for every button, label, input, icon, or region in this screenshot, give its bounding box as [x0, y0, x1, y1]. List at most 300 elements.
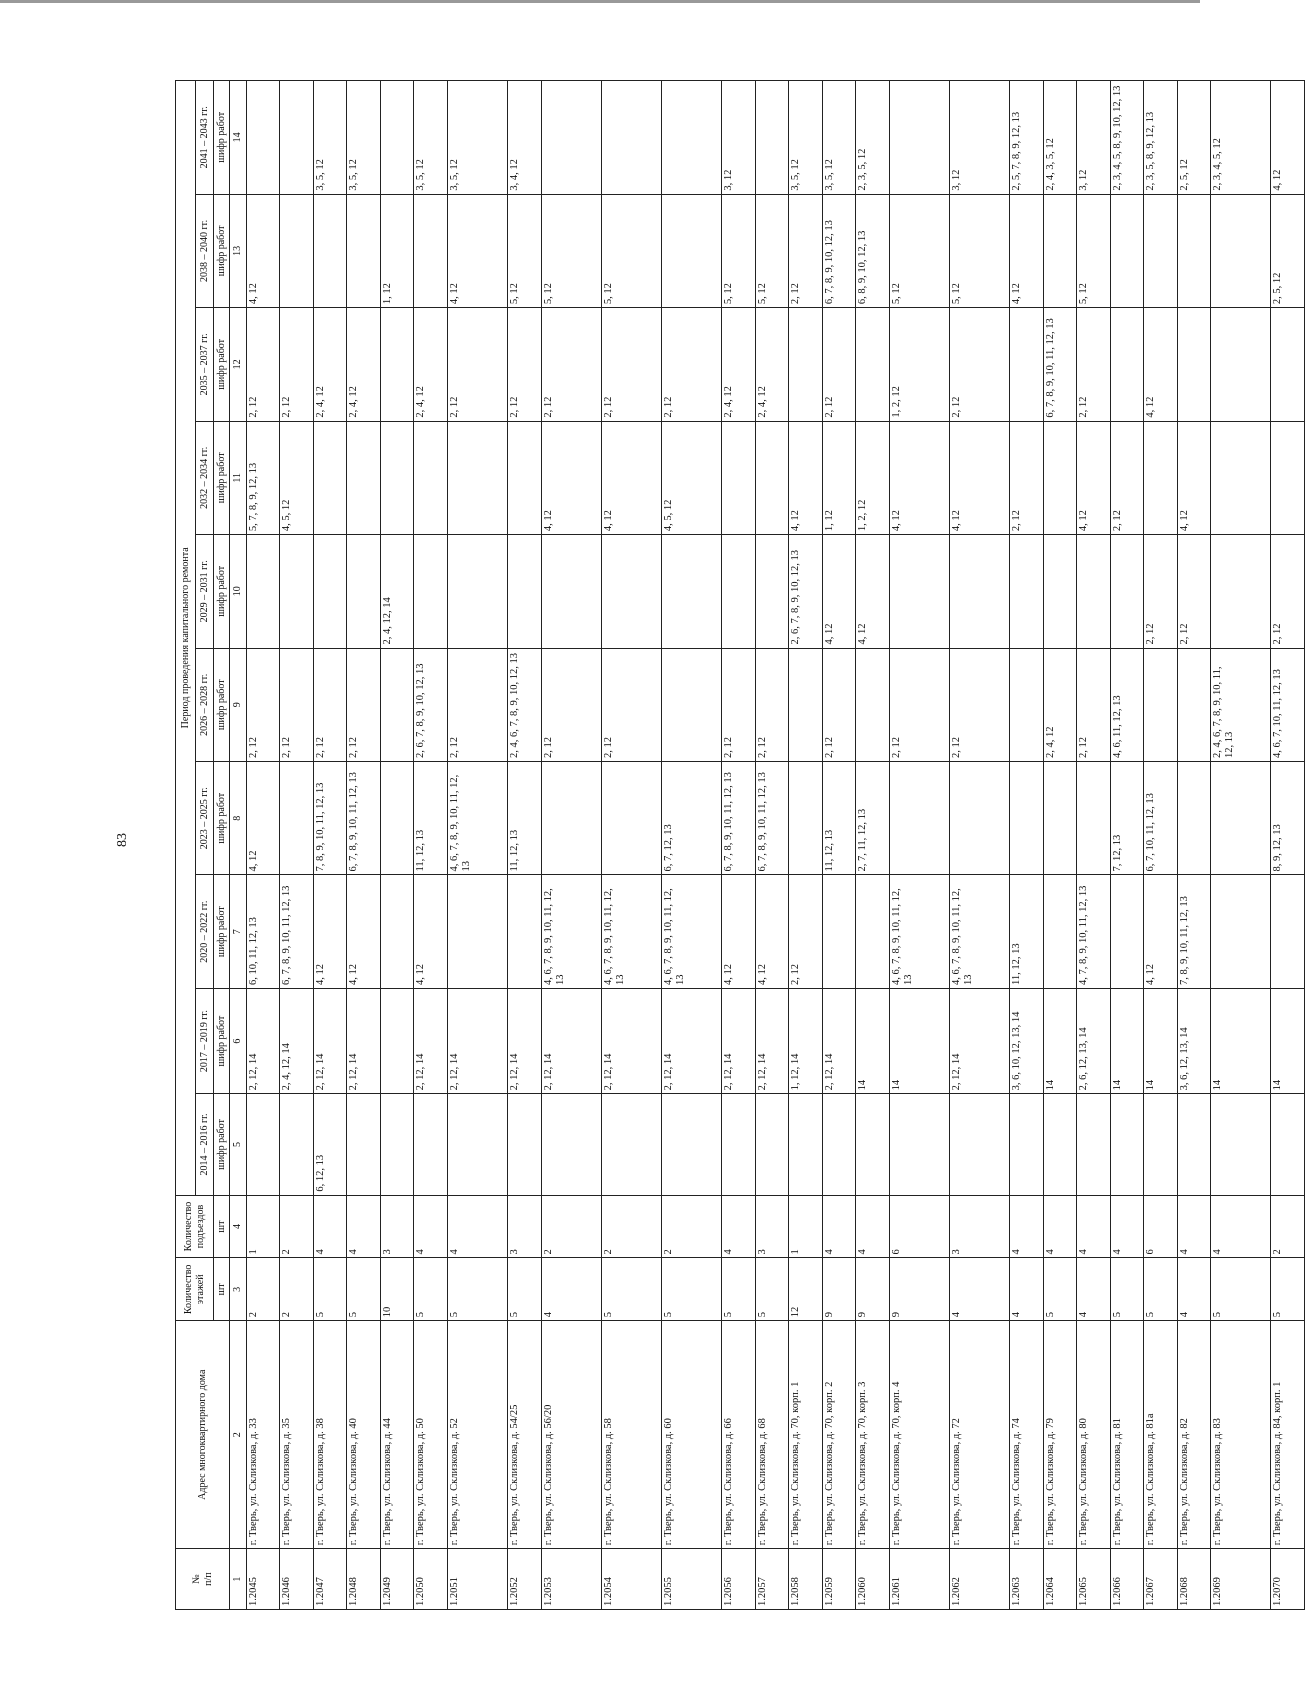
row-address: г. Тверь, ул. Склизкова, д. 33: [247, 1321, 280, 1549]
row-work-codes: [722, 421, 755, 534]
row-work-codes: [822, 1094, 855, 1195]
row-work-codes: 2, 12: [247, 648, 280, 761]
row-work-codes: 6, 7, 8, 9, 10, 11, 12, 13: [722, 762, 755, 875]
row-work-codes: [1211, 535, 1271, 648]
row-number: 1.2052: [508, 1549, 541, 1610]
header-period-2: 2017 – 2019 гг.: [196, 988, 214, 1093]
row-address: г. Тверь, ул. Склизкова, д. 66: [722, 1321, 755, 1549]
row-work-codes: [280, 81, 313, 195]
row-work-codes: [789, 308, 822, 421]
row-entrances: 3: [508, 1195, 541, 1258]
row-work-codes: 2, 12, 14: [822, 988, 855, 1093]
row-floors: 4: [950, 1258, 1010, 1321]
row-number: 1.2067: [1144, 1549, 1177, 1610]
row-work-codes: 3, 5, 12: [822, 81, 855, 195]
row-floors: 9: [822, 1258, 855, 1321]
row-address: г. Тверь, ул. Склизкова, д. 81а: [1144, 1321, 1177, 1549]
row-floors: 4: [1177, 1258, 1210, 1321]
row-floors: 12: [789, 1258, 822, 1321]
row-work-codes: 2, 4, 12: [755, 308, 788, 421]
row-work-codes: [722, 1094, 755, 1195]
row-address: г. Тверь, ул. Склизкова, д. 72: [950, 1321, 1010, 1549]
row-work-codes: 6, 7, 10, 11, 12, 13: [1144, 762, 1177, 875]
row-work-codes: 4, 12: [1271, 81, 1305, 195]
row-work-codes: [856, 308, 889, 421]
row-work-codes: 1, 12: [380, 194, 413, 307]
row-entrances: 4: [822, 1195, 855, 1258]
row-work-codes: 4, 12: [1144, 308, 1177, 421]
row-work-codes: [380, 875, 413, 988]
header-period-10: 2041 – 2043 гг.: [196, 81, 214, 195]
row-work-codes: [1177, 194, 1210, 307]
row-number: 1.2057: [755, 1549, 788, 1610]
row-work-codes: 2, 12: [950, 308, 1010, 421]
row-work-codes: 3, 4, 12: [508, 81, 541, 195]
row-work-codes: 3, 5, 12: [414, 81, 447, 195]
header-period-9: 2038 – 2040 гг.: [196, 194, 214, 307]
row-work-codes: 4, 6, 7, 8, 9, 10, 11, 12, 13: [662, 875, 722, 988]
row-floors: 4: [541, 1258, 601, 1321]
row-number: 1.2068: [1177, 1549, 1210, 1610]
row-work-codes: [247, 81, 280, 195]
row-work-codes: [1271, 1094, 1305, 1195]
row-work-codes: 4, 12: [822, 535, 855, 648]
row-work-codes: 2, 4, 6, 7, 8, 9, 10, 12, 13: [508, 648, 541, 761]
row-address: г. Тверь, ул. Склизкова, д. 54/25: [508, 1321, 541, 1549]
row-work-codes: 2, 12, 14: [950, 988, 1010, 1093]
row-number: 1.2058: [789, 1549, 822, 1610]
row-work-codes: 6, 7, 12, 13: [662, 762, 722, 875]
row-address: г. Тверь, ул. Склизкова, д. 60: [662, 1321, 722, 1549]
row-work-codes: [447, 1094, 507, 1195]
row-work-codes: [755, 1094, 788, 1195]
row-work-codes: [1211, 308, 1271, 421]
row-work-codes: 2, 12: [447, 648, 507, 761]
row-work-codes: 4, 6, 7, 8, 9, 10, 11, 12, 13: [447, 762, 507, 875]
row-work-codes: [380, 308, 413, 421]
row-work-codes: 4, 12: [447, 194, 507, 307]
row-work-codes: 4, 12: [856, 535, 889, 648]
table-row: [856, 81, 889, 1610]
row-work-codes: 2, 12: [755, 648, 788, 761]
table-row: [247, 81, 280, 1610]
row-entrances: 2: [662, 1195, 722, 1258]
row-number: 1.2069: [1211, 1549, 1271, 1610]
row-floors: 2: [280, 1258, 313, 1321]
row-work-codes: 5, 12: [508, 194, 541, 307]
row-work-codes: [1211, 875, 1271, 988]
header-col-number: 9: [230, 648, 247, 761]
row-work-codes: [1043, 1094, 1076, 1195]
row-work-codes: 4, 12: [541, 421, 601, 534]
row-work-codes: 4, 12: [347, 875, 380, 988]
row-entrances: 1: [247, 1195, 280, 1258]
table-row: [414, 81, 447, 1610]
row-work-codes: 2, 3, 4, 5, 12: [1211, 81, 1271, 195]
row-work-codes: [380, 762, 413, 875]
row-address: г. Тверь, ул. Склизкова, д. 35: [280, 1321, 313, 1549]
row-work-codes: [755, 421, 788, 534]
row-number: 1.2051: [447, 1549, 507, 1610]
row-work-codes: [508, 875, 541, 988]
row-number: 1.2053: [541, 1549, 601, 1610]
row-work-codes: 3, 12: [722, 81, 755, 195]
table-row: [1177, 81, 1210, 1610]
row-work-codes: 2, 4, 12: [313, 308, 346, 421]
row-work-codes: 6, 7, 8, 9, 10, 12, 13: [822, 194, 855, 307]
row-work-codes: 4, 6, 11, 12, 13: [1110, 648, 1143, 761]
row-work-codes: [1110, 194, 1143, 307]
row-work-codes: 2, 5, 12: [1271, 194, 1305, 307]
row-entrances: 3: [380, 1195, 413, 1258]
row-work-codes: [822, 875, 855, 988]
header-work-code: шифр работ: [214, 762, 230, 875]
row-work-codes: [380, 421, 413, 534]
row-work-codes: [856, 875, 889, 988]
row-entrances: 4: [1177, 1195, 1210, 1258]
header-period-7: 2032 – 2034 гг.: [196, 421, 214, 534]
row-floors: 5: [414, 1258, 447, 1321]
row-work-codes: 4, 12: [414, 875, 447, 988]
row-work-codes: [247, 1094, 280, 1195]
row-work-codes: 6, 8, 9, 10, 12, 13: [856, 194, 889, 307]
row-work-codes: [280, 762, 313, 875]
row-work-codes: 2, 12, 14: [508, 988, 541, 1093]
row-address: г. Тверь, ул. Склизкова, д. 44: [380, 1321, 413, 1549]
row-work-codes: 5, 12: [722, 194, 755, 307]
row-entrances: 4: [313, 1195, 346, 1258]
table-row: [541, 81, 601, 1610]
row-work-codes: 2, 12: [1077, 648, 1110, 761]
header-work-code: шифр работ: [214, 988, 230, 1093]
row-work-codes: [755, 535, 788, 648]
row-work-codes: [889, 1094, 949, 1195]
row-work-codes: 2, 12, 14: [447, 988, 507, 1093]
header-period-3: 2020 – 2022 гг.: [196, 875, 214, 988]
row-work-codes: 4, 6, 7, 8, 9, 10, 11, 12, 13: [950, 875, 1010, 988]
row-floors: 5: [347, 1258, 380, 1321]
rotated-table-container: [175, 80, 1305, 1610]
row-work-codes: [1177, 648, 1210, 761]
row-address: г. Тверь, ул. Склизкова, д. 84, корп. 1: [1271, 1321, 1305, 1549]
row-entrances: 4: [414, 1195, 447, 1258]
row-work-codes: [414, 1094, 447, 1195]
row-work-codes: 4, 6, 7, 8, 9, 10, 11, 12, 13: [541, 875, 601, 988]
header-period-1: 2014 – 2016 гг.: [196, 1094, 214, 1195]
row-address: г. Тверь, ул. Склизкова, д. 70, корп. 2: [822, 1321, 855, 1549]
row-number: 1.2062: [950, 1549, 1010, 1610]
row-work-codes: 4, 12: [1177, 421, 1210, 534]
row-address: г. Тверь, ул. Склизкова, д. 80: [1077, 1321, 1110, 1549]
row-address: г. Тверь, ул. Склизкова, д. 50: [414, 1321, 447, 1549]
row-work-codes: [789, 648, 822, 761]
row-work-codes: [313, 194, 346, 307]
row-work-codes: [950, 535, 1010, 648]
row-work-codes: [1010, 535, 1043, 648]
row-work-codes: 6, 7, 8, 9, 10, 11, 12, 13: [347, 762, 380, 875]
row-work-codes: [662, 81, 722, 195]
row-work-codes: 2, 12: [447, 308, 507, 421]
row-work-codes: 2, 4, 12, 14: [280, 988, 313, 1093]
header-col-number: 14: [230, 81, 247, 195]
table-row: [789, 81, 822, 1610]
table-row: [1010, 81, 1043, 1610]
row-entrances: 4: [347, 1195, 380, 1258]
header-work-code: шифр работ: [214, 535, 230, 648]
row-work-codes: 2, 12: [347, 648, 380, 761]
row-number: 1.2047: [313, 1549, 346, 1610]
row-number: 1.2060: [856, 1549, 889, 1610]
row-work-codes: 5, 12: [601, 194, 661, 307]
row-address: г. Тверь, ул. Склизкова, д. 83: [1211, 1321, 1271, 1549]
row-entrances: 2: [541, 1195, 601, 1258]
table-row: [662, 81, 722, 1610]
row-entrances: 1: [789, 1195, 822, 1258]
row-work-codes: 6, 10, 11, 12, 13: [247, 875, 280, 988]
row-floors: 10: [380, 1258, 413, 1321]
row-work-codes: [1043, 875, 1076, 988]
row-work-codes: [1177, 308, 1210, 421]
row-work-codes: [755, 81, 788, 195]
row-address: г. Тверь, ул. Склизкова, д. 81: [1110, 1321, 1143, 1549]
row-work-codes: 2, 12: [1077, 308, 1110, 421]
row-work-codes: 4, 12: [1144, 875, 1177, 988]
capital-repair-table: [175, 80, 1305, 1610]
row-work-codes: 3, 5, 12: [347, 81, 380, 195]
row-floors: 5: [755, 1258, 788, 1321]
row-work-codes: [1271, 421, 1305, 534]
row-work-codes: 2, 12, 14: [662, 988, 722, 1093]
row-work-codes: 3, 5, 12: [447, 81, 507, 195]
row-work-codes: 2, 12: [950, 648, 1010, 761]
row-work-codes: 2, 12: [280, 308, 313, 421]
row-work-codes: [1144, 648, 1177, 761]
row-work-codes: 2, 4, 12: [1043, 648, 1076, 761]
row-work-codes: 2, 12: [789, 194, 822, 307]
row-work-codes: 3, 5, 12: [789, 81, 822, 195]
row-work-codes: 4, 7, 8, 9, 10, 11, 12, 13: [1077, 875, 1110, 988]
row-work-codes: 2, 4, 12: [347, 308, 380, 421]
row-work-codes: 4, 12: [313, 875, 346, 988]
row-work-codes: [662, 194, 722, 307]
row-floors: 4: [1010, 1258, 1043, 1321]
row-work-codes: [280, 535, 313, 648]
header-entrances: Количество подъездов: [176, 1195, 214, 1258]
row-work-codes: 2, 3, 4, 5, 8, 9, 10, 12, 13: [1110, 81, 1143, 195]
row-work-codes: 2, 12, 14: [347, 988, 380, 1093]
table-row: [1110, 81, 1143, 1610]
row-work-codes: [1077, 535, 1110, 648]
row-number: 1.2059: [822, 1549, 855, 1610]
row-entrances: 4: [1077, 1195, 1110, 1258]
header-col-number: 5: [230, 1094, 247, 1195]
row-address: г. Тверь, ул. Склизкова, д. 68: [755, 1321, 788, 1549]
row-work-codes: [247, 535, 280, 648]
row-work-codes: 2, 12: [822, 648, 855, 761]
row-work-codes: 14: [1211, 988, 1271, 1093]
row-address: г. Тверь, ул. Склизкова, д. 52: [447, 1321, 507, 1549]
row-number: 1.2050: [414, 1549, 447, 1610]
row-work-codes: [1271, 875, 1305, 988]
row-work-codes: [313, 535, 346, 648]
row-work-codes: [347, 535, 380, 648]
table-row: [380, 81, 413, 1610]
row-work-codes: 2, 12, 14: [247, 988, 280, 1093]
row-entrances: 4: [722, 1195, 755, 1258]
row-work-codes: [347, 421, 380, 534]
row-number: 1.2054: [601, 1549, 661, 1610]
row-work-codes: [380, 988, 413, 1093]
header-work-code: шифр работ: [214, 81, 230, 195]
row-work-codes: 5, 7, 8, 9, 12, 13: [247, 421, 280, 534]
header-col-number: 8: [230, 762, 247, 875]
row-work-codes: 4, 5, 12: [662, 421, 722, 534]
row-work-codes: 4, 12: [1077, 421, 1110, 534]
header-col-number: 1: [230, 1549, 247, 1610]
header-col-number: 13: [230, 194, 247, 307]
row-number: 1.2061: [889, 1549, 949, 1610]
row-work-codes: [1144, 1094, 1177, 1195]
row-number: 1.2049: [380, 1549, 413, 1610]
row-entrances: 4: [1110, 1195, 1143, 1258]
table-row: [313, 81, 346, 1610]
header-unit-floors: шт: [214, 1258, 230, 1321]
row-work-codes: 2, 12: [601, 648, 661, 761]
row-work-codes: 11, 12, 13: [822, 762, 855, 875]
row-work-codes: 2, 12: [541, 308, 601, 421]
table-row: [1043, 81, 1076, 1610]
header-period-4: 2023 – 2025 гг.: [196, 762, 214, 875]
row-work-codes: 2, 3, 5, 12: [856, 81, 889, 195]
header-col-number: 11: [230, 421, 247, 534]
row-work-codes: 14: [1043, 988, 1076, 1093]
row-work-codes: 2, 4, 6, 7, 8, 9, 10, 11, 12, 13: [1211, 648, 1271, 761]
row-address: г. Тверь, ул. Склизкова, д. 82: [1177, 1321, 1210, 1549]
row-work-codes: 2, 6, 7, 8, 9, 10, 12, 13: [414, 648, 447, 761]
table-row: [1144, 81, 1177, 1610]
row-work-codes: 2, 12: [722, 648, 755, 761]
row-work-codes: 2, 12, 14: [541, 988, 601, 1093]
row-work-codes: 4, 12: [247, 194, 280, 307]
header-col-number: 2: [230, 1321, 247, 1549]
row-work-codes: [380, 648, 413, 761]
row-work-codes: 2, 12: [280, 648, 313, 761]
row-work-codes: 3, 6, 12, 13, 14: [1177, 988, 1210, 1093]
row-work-codes: [1271, 308, 1305, 421]
row-number: 1.2070: [1271, 1549, 1305, 1610]
row-work-codes: [380, 81, 413, 195]
row-work-codes: [601, 81, 661, 195]
header-work-code: шифр работ: [214, 194, 230, 307]
table-row: [755, 81, 788, 1610]
row-work-codes: 2, 4, 12: [722, 308, 755, 421]
row-work-codes: 4, 12: [950, 421, 1010, 534]
header-work-code: шифр работ: [214, 421, 230, 534]
page-number: 83: [115, 833, 130, 847]
row-work-codes: [601, 1094, 661, 1195]
row-work-codes: [1177, 762, 1210, 875]
header-period: Период проведения капитального ремонта: [176, 81, 196, 1196]
table-row: [280, 81, 313, 1610]
row-work-codes: [662, 535, 722, 648]
row-entrances: 6: [889, 1195, 949, 1258]
row-entrances: 2: [601, 1195, 661, 1258]
table-row: [347, 81, 380, 1610]
row-floors: 5: [447, 1258, 507, 1321]
row-work-codes: [541, 762, 601, 875]
row-work-codes: [1211, 194, 1271, 307]
row-work-codes: 1, 12: [822, 421, 855, 534]
row-work-codes: [1010, 648, 1043, 761]
row-number: 1.2046: [280, 1549, 313, 1610]
row-work-codes: 5, 12: [541, 194, 601, 307]
header-col-number: 10: [230, 535, 247, 648]
row-work-codes: [722, 535, 755, 648]
row-work-codes: [414, 535, 447, 648]
row-address: г. Тверь, ул. Склизкова, д. 38: [313, 1321, 346, 1549]
row-work-codes: [414, 194, 447, 307]
row-work-codes: [541, 535, 601, 648]
row-work-codes: [662, 648, 722, 761]
header-col-number: 7: [230, 875, 247, 988]
row-work-codes: [1043, 421, 1076, 534]
row-address: г. Тверь, ул. Склизкова, д. 58: [601, 1321, 661, 1549]
row-number: 1.2065: [1077, 1549, 1110, 1610]
row-entrances: 3: [755, 1195, 788, 1258]
row-work-codes: 11, 12, 13: [1010, 875, 1043, 988]
row-work-codes: [1010, 762, 1043, 875]
row-floors: 5: [662, 1258, 722, 1321]
row-work-codes: 11, 12, 13: [508, 762, 541, 875]
row-work-codes: [508, 421, 541, 534]
row-work-codes: [1077, 762, 1110, 875]
row-work-codes: 5, 12: [889, 194, 949, 307]
row-work-codes: 2, 12, 14: [601, 988, 661, 1093]
row-address: г. Тверь, ул. Склизкова, д. 40: [347, 1321, 380, 1549]
row-work-codes: 2, 12, 14: [722, 988, 755, 1093]
row-work-codes: 4, 12: [1010, 194, 1043, 307]
row-work-codes: 2, 7, 11, 12, 13: [856, 762, 889, 875]
row-work-codes: 14: [1144, 988, 1177, 1093]
row-work-codes: 2, 4, 12, 14: [380, 535, 413, 648]
table-row: [722, 81, 755, 1610]
row-floors: 5: [1271, 1258, 1305, 1321]
header-address: Адрес многоквартирного дома: [176, 1321, 230, 1549]
row-work-codes: 4, 12: [247, 762, 280, 875]
row-work-codes: 4, 6, 7, 10, 11, 12, 13: [1271, 648, 1305, 761]
header-col-number: 6: [230, 988, 247, 1093]
row-floors: 5: [1110, 1258, 1143, 1321]
row-work-codes: 2, 12: [1010, 421, 1043, 534]
row-work-codes: 14: [1110, 988, 1143, 1093]
row-work-codes: [856, 648, 889, 761]
row-work-codes: [889, 535, 949, 648]
header-period-8: 2035 – 2037 гг.: [196, 308, 214, 421]
table-row: [950, 81, 1010, 1610]
row-number: 1.2055: [662, 1549, 722, 1610]
row-work-codes: 3, 12: [1077, 81, 1110, 195]
row-work-codes: 1, 2, 12: [889, 308, 949, 421]
header-num: № п/п: [176, 1549, 230, 1610]
row-work-codes: [447, 535, 507, 648]
row-work-codes: [950, 1094, 1010, 1195]
header-work-code: шифр работ: [214, 1094, 230, 1195]
header-work-code: шифр работ: [214, 648, 230, 761]
table-row: [1211, 81, 1271, 1610]
row-work-codes: [1077, 1094, 1110, 1195]
row-work-codes: 1, 12, 14: [789, 988, 822, 1093]
row-entrances: 4: [1010, 1195, 1043, 1258]
